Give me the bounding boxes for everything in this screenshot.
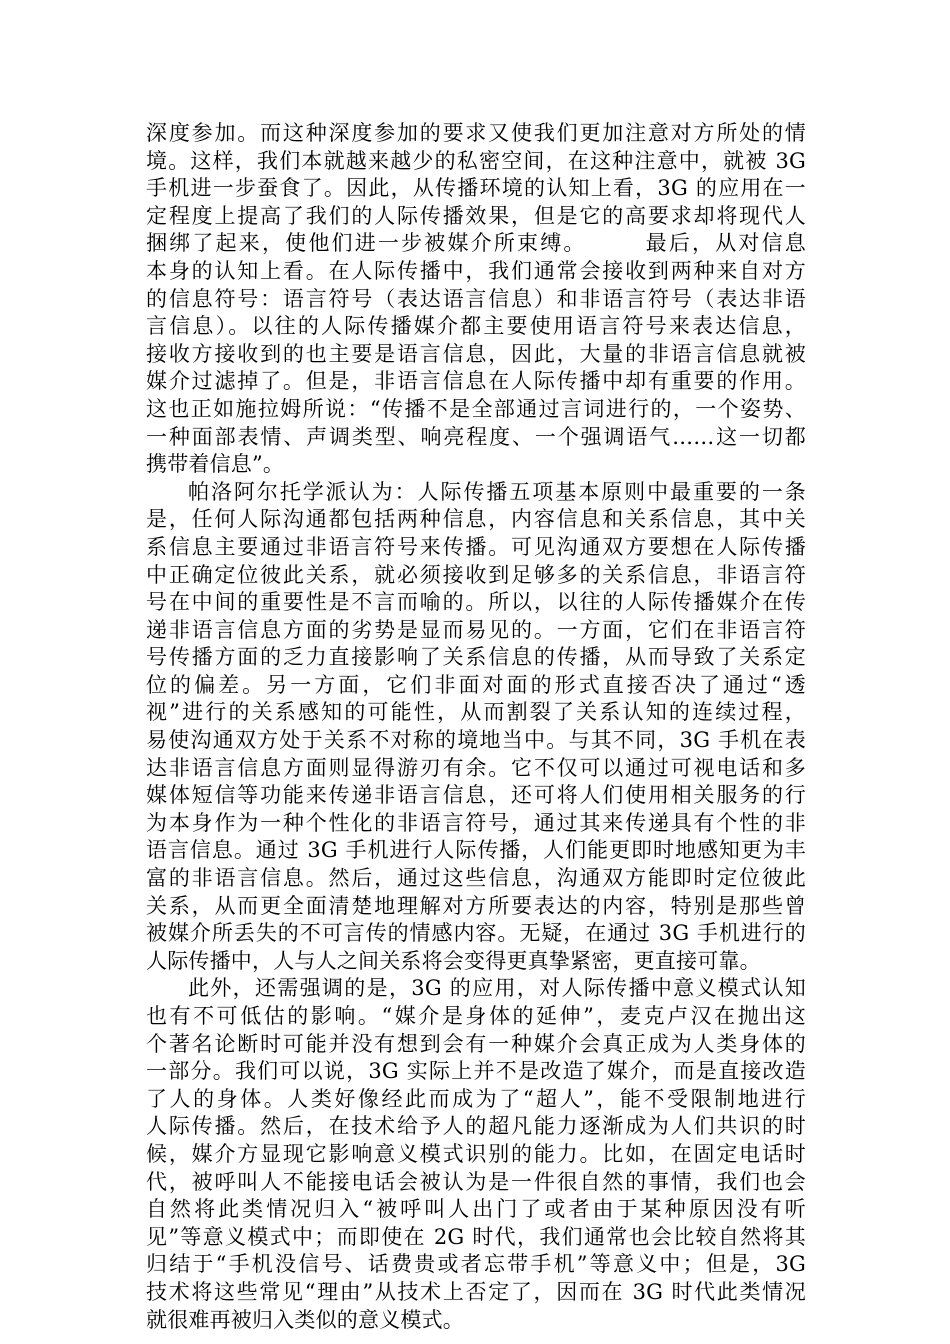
text-line: 定程度上提高了我们的人际传播效果，但是它的高要求却将现代人 <box>146 203 806 228</box>
text-line: 递非语言信息方面的劣势是显而易见的。一方面，它们在非语言符 <box>146 617 806 642</box>
text-line: 一种面部表情、声调类型、响亮程度、一个强调语气……这一切都 <box>146 424 806 449</box>
text-line: 号传播方面的乏力直接影响了关系信息的传播，从而导致了关系定 <box>146 645 806 670</box>
paragraph-first-line: 帕洛阿尔托学派认为：人际传播五项基本原则中最重要的一条 <box>188 479 806 504</box>
text-line: 系信息主要通过非语言符号来传播。可见沟通双方要想在人际传播 <box>146 534 806 559</box>
text-line: 也有不可低估的影响。“媒介是身体的延伸”，麦克卢汉在抛出这 <box>146 1004 806 1028</box>
text-line: 归结于“手机没信号、话费贵或者忘带手机”等意义中；但是，3G <box>146 1252 806 1277</box>
text-line: 媒体短信等功能来传递非语言信息，还可将人们使用相关服务的行 <box>146 783 806 808</box>
text-line: 见”等意义模式中；而即使在 2G 时代，我们通常也会比较自然将其 <box>146 1224 806 1249</box>
text-line: 关系，从而更全面清楚地理解对方所要表达的内容，特别是那些曾 <box>146 893 806 918</box>
text-line: 接收方接收到的也主要是语言信息，因此，大量的非语言信息就被 <box>146 341 806 366</box>
text-line: 人际传播中，人与人之间关系将会变得更真挚紧密，更直接可靠。 <box>146 948 761 973</box>
text-line: 号在中间的重要性是不言而喻的。所以，以往的人际传播媒介在传 <box>146 590 806 615</box>
text-line: 就很难再被归入类似的意义模式。 <box>146 1307 464 1332</box>
text-line: 携带着信息”。 <box>146 452 285 477</box>
text-line: 为本身作为一种个性化的非语言符号，通过其来传递具有个性的非 <box>146 810 806 835</box>
text-line: 言信息）。以往的人际传播媒介都主要使用语言符号来表达信息， <box>146 314 806 339</box>
text-line: 易使沟通双方处于关系不对称的境地当中。与其不同，3G 手机在表 <box>146 728 806 753</box>
text-line: 一部分。我们可以说，3G 实际上并不是改造了媒介，而是直接改造 <box>146 1059 806 1084</box>
text-line: 了人的身体。人类好像经此而成为了“超人”，能不受限制地进行 <box>146 1086 806 1111</box>
text-line: 技术将这些常见“理由”从技术上否定了，因而在 3G 时代此类情况 <box>146 1279 806 1304</box>
text-line: 的信息符号：语言符号（表达语言信息）和非语言符号（表达非语 <box>146 286 806 311</box>
text-line: 语言信息。通过 3G 手机进行人际传播，人们能更即时地感知更为丰 <box>146 838 806 863</box>
text-line: 候，媒介方显现它影响意义模式识别的能力。比如，在固定电话时 <box>146 1141 806 1166</box>
text-line: 自然将此类情况归入“被呼叫人出门了或者由于某种原因没有听 <box>146 1197 806 1222</box>
text-line: 中正确定位彼此关系，就必须接收到足够多的关系信息，非语言符 <box>146 562 806 587</box>
text-line: 捆绑了起来，使他们进一步被媒介所束缚。 最后，从对信息 <box>146 231 806 256</box>
text-line: 富的非语言信息。然后，通过这些信息，沟通双方能即时定位彼此 <box>146 866 806 891</box>
text-line: 位的偏差。另一方面，它们非面对面的形式直接否决了通过“透 <box>146 672 806 697</box>
text-line: 达非语言信息方面则显得游刃有余。它不仅可以通过可视电话和多 <box>146 755 806 780</box>
document-body <box>146 120 806 1334</box>
text-line: 被媒介所丢失的不可言传的情感内容。无疑，在通过 3G 手机进行的 <box>146 921 806 946</box>
text-line: 是，任何人际沟通都包括两种信息，内容信息和关系信息，其中关 <box>146 507 806 532</box>
text-line: 这也正如施拉姆所说：“传播不是全部通过言词进行的，一个姿势、 <box>146 396 806 421</box>
text-line: 视”进行的关系感知的可能性，从而割裂了关系认知的连续过程， <box>146 700 806 725</box>
text-line: 境。这样，我们本就越来越少的私密空间，在这种注意中，就被 3G <box>146 148 806 173</box>
text-line: 个著名论断时可能并没有想到会有一种媒介会真正成为人类身体的 <box>146 1031 806 1056</box>
text-line: 手机进一步蚕食了。因此，从传播环境的认知上看，3G 的应用在一 <box>146 176 806 201</box>
text-line: 本身的认知上看。在人际传播中，我们通常会接收到两种来自对方 <box>146 258 806 283</box>
text-line: 媒介过滤掉了。但是，非语言信息在人际传播中却有重要的作用。 <box>146 369 806 394</box>
text-line: 人际传播。然后，在技术给予人的超凡能力逐渐成为人们共识的时 <box>146 1114 806 1139</box>
text-line: 深度参加。而这种深度参加的要求又使我们更加注意对方所处的情 <box>146 121 806 145</box>
text-line: 代，被呼叫人不能接电话会被认为是一件很自然的事情，我们也会 <box>146 1169 806 1194</box>
paragraph-first-line: 此外，还需强调的是，3G 的应用，对人际传播中意义模式认知 <box>188 976 806 1001</box>
